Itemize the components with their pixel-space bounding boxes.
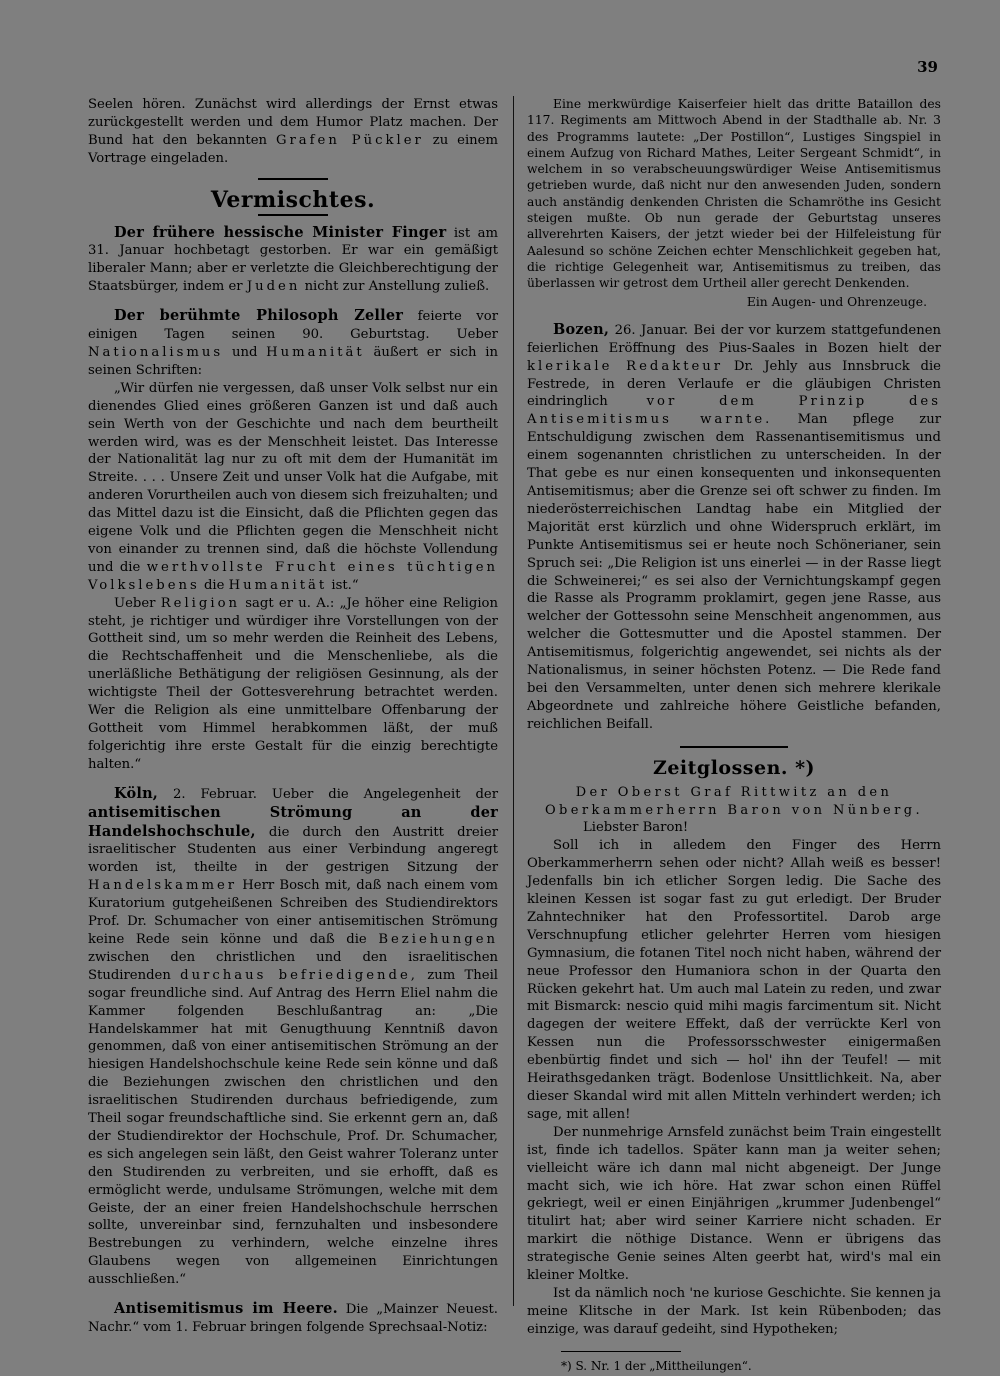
left-column bbox=[88, 96, 498, 1337]
section-title: Vermischtes. bbox=[210, 186, 376, 213]
column-divider bbox=[513, 96, 514, 1306]
section-rule bbox=[680, 746, 788, 748]
article-heer: Antisemitismus im Heere. Die „Mainzer Neuest. Nachr.“ vom 1. Februar bringen folgende Sprechsaal-Notiz: bbox=[88, 1300, 499, 1335]
section-rule bbox=[258, 178, 328, 180]
article-end-bund: Seelen hören. Zunächst wird allerdings der Ernst etwas zurückgestellt werden und dem Humor Platz machen. Der Bund hat den bekannten Grafen Pückler zu einem Vortrage eingeladen. bbox=[88, 97, 498, 166]
zeitglossen-paragraph-2: Der nunmehrige Arnsfeld zunächst beim Train eingestellt ist, finde ich tadellos. Später kann man ja weiter sehen; vielleicht wäre ich dann mal nicht abgeneigt. Der Junge macht sich, wie ich höre. Hat zwar schon einen Rüffel gekriegt, weil er einen Einjährigen „krummer Judenbengel“ titulirt hat; aber wird seiner Karriere nicht schaden. Er markirt die nöthige Distance. Wenn er übrigens das strategische Genie seines Alten geerbt hat, wird's mal ein kleiner Moltke. bbox=[527, 1124, 941, 1284]
article-zeller: Der berühmte Philosoph Zeller feierte vor einigen Tagen seinen 90. Geburtstag. Ueber Nationalismus und Humanität äußert er sich in seinen Schriften: bbox=[88, 307, 498, 378]
article-lead: Antisemitismus im Heere. bbox=[114, 1300, 338, 1318]
zeitglossen-subtitle: Der Oberst Graf Rittwitz an den Oberkammerherrn Baron von Nünberg. bbox=[544, 784, 923, 818]
footnote-rule bbox=[561, 1351, 681, 1352]
footnote: *) S. Nr. 1 der „Mittheilungen“. bbox=[561, 1358, 752, 1373]
article-finger: Der frühere hessische Minister Finger ist am 31. Januar hochbetagt gestorben. Er war ein gemäßigt liberaler Mann; aber er verletzte die Gleichberechtigung der Staatsbürger, indem er Juden nicht zur Anstellung zuließ. bbox=[88, 223, 498, 295]
notiz-signature: Ein Augen- und Ohrenzeuge. bbox=[746, 294, 927, 309]
zeitglossen-paragraph-3: Ist da nämlich noch 'ne kuriose Geschichte. Sie kennen ja meine Klitsche in der Mark. Ist kein Rübenboden; das einzige, was darauf gedeiht, sind Hypotheken; bbox=[527, 1285, 941, 1337]
page-number: 39 bbox=[917, 58, 938, 76]
salutation: Liebster Baron! bbox=[583, 820, 689, 836]
zeitglossen-paragraph-1: Soll ich in alledem den Finger des Herrn Oberkammerherrn sehen oder nicht? Allah weiß es besser! Jedenfalls bin ich etlicher Sorgen ledig. Die Sache des kleinen Kessen ist sogar fast zu gut erledigt. Der Bruder Zahntechniker hat den Professortitel. Darob arge Verschnupfung etlicher gelehrter Herren vom hiesigen Gymnasium, die fotanen Titel noch nicht haben, während der neue Professor den Humaniora schon in der Quarta den Rücken gekehrt hat. Um auch mal Latein zu reden, und zwar mit Bismarck: nescio quid mihi magis farcimentum sit. Nicht dagegen der weitere Effekt, daß der verrückte Kerl von Kessen nun die Professorsschwester einigermaßen ebenbürtig findet und sich — hol' ihn der Teufel! — mit Heirathsgedanken trägt. Bodenlose Unsittlichkeit. Na, aber dieser Skandal wird mit allen Mitteln verhindert werden; ich sage, mit allen! bbox=[527, 838, 941, 1122]
article-lead: Der frühere hessische Minister Finger bbox=[114, 223, 447, 241]
article-lead: Bozen, bbox=[553, 320, 610, 338]
right-column bbox=[527, 96, 941, 1376]
zeitglossen-title: Zeitglossen. *) bbox=[652, 756, 816, 779]
article-koeln: Köln, 2. Februar. Ueber die Angelegenheit der antisemitischen Strömung an der Handelshochschule, die durch den Austritt dreier israelitischer Studenten aus einer Verbindung angeregt worden ist, theilte in der gestrigen Sitzung der Handelskammer Herr Bosch mit, daß nach einem vom Kuratorium gutgeheißenen Schreiben des Studiendirektors Prof. Dr. Schumacher von einer antisemitischen Strömung keine Rede sein könne und daß die Beziehungen zwischen den christlichen und den israelitischen Studirenden durchaus befriedigende, zum Theil sogar freundliche sind. Auf Antrag des Herrn Eliel nahm die Kammer folgenden Beschlußantrag an: „Die Handelskammer hat mit Genugthuung Kenntniß davon genommen, daß von einer antisemitischen Strömung an der hiesigen Handelshochschule keine Rede sein könne und daß die Beziehungen zwischen den christlichen und den israelitischen Studirenden durchaus befriedigende, zum Theil sogar freundschaftliche sind. Sie erkennt gern an, daß der Studiendirektor der Hochschule, Prof. Dr. Schumacher, es sich angelegen sein läßt, den Geist wahrer Toleranz unter den Studirenden zu verbreiten, und sie erhofft, daß es ermöglicht werde, undulsame Strömungen, welche mit dem Geiste, der an einer freien Handelshochschule herrschen sollte, unvereinbar sind, fernzuhalten und insbesondere Bestrebungen zu verhindern, welche einzelne ihres Glaubens wegen von allgemeinen Einrichtungen ausschließen.“ bbox=[88, 784, 499, 1288]
zeller-quote-nationality: „Wir dürfen nie vergessen, daß unser Volk selbst nur ein dienendes Glied eines größeren Ganzen ist und daß auch sein Werth von der Geschichte und nach dem beurtheilt werden wird, was es der Menschheit leistet. Das Interesse der Nationalität lag nur zu oft mit dem der Humanität im Streite. . . . Unsere Zeit und unser Volk hat die Aufgabe, mit anderen Vorurtheilen auch von diesem sich freizuhalten; und das Mittel dazu ist die Einsicht, daß die Pflichten gegen das eigene Volk und die Pflichten gegen die Menschheit nicht von einander zu trennen sind, daß die höchste Vollendung und die werthvollste Frucht eines tüchtigen Volkslebens die Humanität ist.“ bbox=[88, 380, 498, 593]
section-underline bbox=[258, 214, 328, 216]
sprechsaal-notiz: Eine merkwürdige Kaiserfeier hielt das dritte Bataillon des 117. Regiments am Mittwoch Abend in der Stadthalle ab. Nr. 3 des Programms lautete: „Der Postillon“, Lustiges Singspiel in einem Aufzug von Richard Mathes, Leiter Sergeant Schmidt“, in welchem in so verabscheuungswürdiger Weise Antisemitismus getrieben wurde, daß nicht nur den anwesenden Juden, sondern auch anständig denkenden Christen die Schamröthe ins Gesicht steigen mußte. Ob nun gerade der Geburtstag unseres allverehrten Kaisers, der jetzt wieder bei der Hilfeleistung für Aalesund so schöne Zeichen echter Menschlichkeit gegeben hat, die richtige Gelegenheit war, Antisemitismus zu treiben, das überlassen wir getrost dem Urtheil aller gerecht Denkenden. bbox=[527, 97, 941, 291]
article-lead: Der berühmte Philosoph Zeller bbox=[114, 307, 404, 325]
spaced-name: Grafen Pückler bbox=[275, 132, 424, 148]
article-lead: Köln, bbox=[114, 784, 159, 802]
article-bozen: Bozen, 26. Januar. Bei der vor kurzem stattgefundenen feierlichen Eröffnung des Pius-Saales in Bozen hielt der klerikale Redakteur Dr. Jehly aus Innsbruck die Festrede, in deren Verlaufe er die gläubigen Christen eindringlich vor dem Prinzip des Antisemitismus warnte. Man pflege zur Entschuldigung zwischen dem Rassenantisemitismus und einem sogenannten christlichen zu unterscheiden. In der That gebe es nur einen konsequenten und inkonsequenten Antisemitismus; aber die Grenze sei oft schwer zu finden. Im niederösterreichischen Landtag habe ein Mitglied der Majorität erst kürzlich und ohne Widerspruch erklärt, im Punkte Antisemitismus sei er heute noch Schönerianer, sein Spruch sei: „Die Religion ist uns einerlei — in der Rasse liegt die Schweinerei;“ es sei also der Vernichtungskampf gegen die Rasse als Programm proklamirt, gegen jene Rasse, aus welcher der Gottessohn seine Menschheit angenommen, aus welcher die Gottesmutter und die Apostel stammen. Der Antisemitismus, folgerichtig angewendet, sei nichts als der Nationalismus, in seiner höchsten Potenz. — Die Rede fand bei den Versammelten, unter denen sich mehrere klerikale Abgeordnete und zahlreiche höhere Geistliche befanden, reichlichen Beifall. bbox=[527, 320, 941, 732]
zeller-quote-religion: Ueber Religion sagt er u. A.: „Je höher eine Religion steht, je richtiger und würdiger ihre Vorstellungen von der Gottheit sind, um so mehr werden die Reinheit des Lebens, die Rechtschaffenheit und die Menschenliebe, als die unerläßliche Bethätigung der religiösen Gesinnung, als der wichtigste Theil der Gottesverehrung betrachtet werden. Wer die Religion als eine unmittelbare Offenbarung der Gottheit vom Himmel herabkommen läßt, der muß folgerichtig ihre erste Gestalt für die einzig berechtigte halten.“ bbox=[88, 595, 498, 772]
